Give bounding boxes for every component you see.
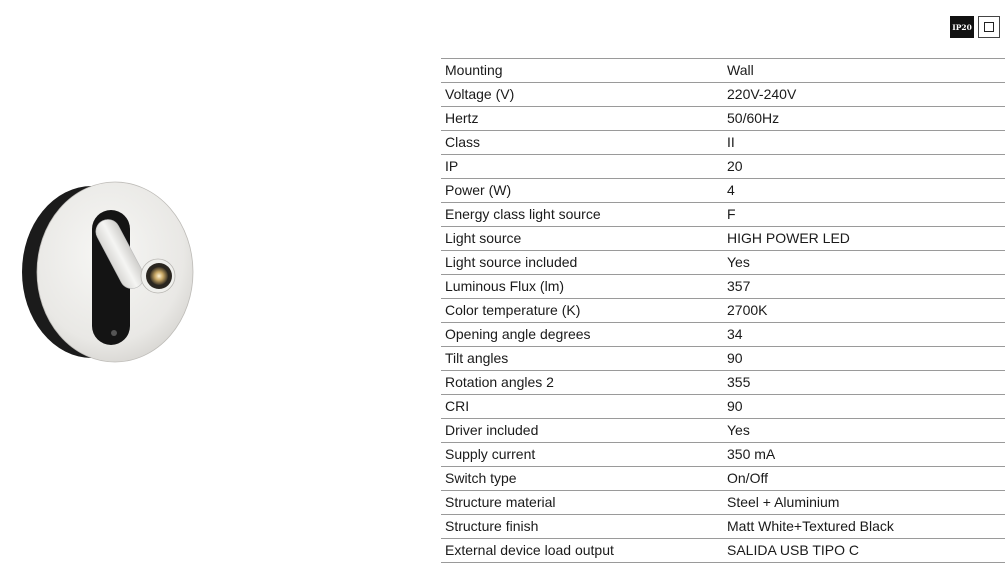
spec-row	[441, 443, 1005, 467]
spec-property: Hertz	[441, 107, 723, 131]
spec-value: 355	[723, 371, 1005, 395]
spec-value: Steel + Aluminium	[723, 491, 1005, 515]
spec-value: Yes	[723, 419, 1005, 443]
spec-value: 90	[723, 347, 1005, 371]
spec-value: 4	[723, 179, 1005, 203]
spec-property: Switch type	[441, 467, 723, 491]
spec-property: Voltage (V)	[441, 83, 723, 107]
spec-value: Wall	[723, 59, 1005, 83]
spec-row	[441, 203, 1005, 227]
spec-row	[441, 83, 1005, 107]
spec-value: 20	[723, 155, 1005, 179]
spec-row	[441, 395, 1005, 419]
spec-row	[441, 467, 1005, 491]
spec-value: 2700K	[723, 299, 1005, 323]
spec-value: 34	[723, 323, 1005, 347]
ip-rating-badge: IP20	[950, 16, 974, 38]
specifications-body	[441, 59, 1005, 563]
spec-property: IP	[441, 155, 723, 179]
spec-row	[441, 515, 1005, 539]
spec-row	[441, 107, 1005, 131]
spec-property: CRI	[441, 395, 723, 419]
spec-property: External device load output	[441, 539, 723, 563]
spec-property: Driver included	[441, 419, 723, 443]
certification-badges	[950, 16, 1000, 38]
spec-row	[441, 251, 1005, 275]
spec-value: On/Off	[723, 467, 1005, 491]
spec-row	[441, 371, 1005, 395]
spec-property: Supply current	[441, 443, 723, 467]
spec-property: Rotation angles 2	[441, 371, 723, 395]
spec-property: Luminous Flux (lm)	[441, 275, 723, 299]
spec-row	[441, 491, 1005, 515]
spec-value: Matt White+Textured Black	[723, 515, 1005, 539]
spec-value: 350 mA	[723, 443, 1005, 467]
spec-value: F	[723, 203, 1005, 227]
spec-property: Structure finish	[441, 515, 723, 539]
spec-value: 90	[723, 395, 1005, 419]
spec-row	[441, 275, 1005, 299]
spec-property: Light source included	[441, 251, 723, 275]
spec-row	[441, 299, 1005, 323]
spec-value: 220V-240V	[723, 83, 1005, 107]
spec-value: HIGH POWER LED	[723, 227, 1005, 251]
spec-value: II	[723, 131, 1005, 155]
spec-row	[441, 347, 1005, 371]
spec-row	[441, 323, 1005, 347]
spec-property: Mounting	[441, 59, 723, 83]
spec-value: 50/60Hz	[723, 107, 1005, 131]
specifications-table	[441, 58, 1005, 563]
spec-property: Energy class light source	[441, 203, 723, 227]
product-image	[20, 180, 205, 370]
spec-property: Light source	[441, 227, 723, 251]
spec-row	[441, 179, 1005, 203]
spec-row	[441, 131, 1005, 155]
spec-row	[441, 419, 1005, 443]
class-ii-inner-square	[984, 22, 994, 32]
spec-row	[441, 155, 1005, 179]
spec-property: Color temperature (K)	[441, 299, 723, 323]
spec-row	[441, 59, 1005, 83]
spec-value: 357	[723, 275, 1005, 299]
spec-property: Tilt angles	[441, 347, 723, 371]
class-ii-icon	[978, 16, 1000, 38]
spec-row	[441, 227, 1005, 251]
spec-value: SALIDA USB TIPO C	[723, 539, 1005, 563]
spec-property: Structure material	[441, 491, 723, 515]
spec-property: Class	[441, 131, 723, 155]
spec-property: Opening angle degrees	[441, 323, 723, 347]
spec-property: Power (W)	[441, 179, 723, 203]
spec-value: Yes	[723, 251, 1005, 275]
spec-row	[441, 539, 1005, 563]
wall-lamp-icon	[20, 180, 205, 370]
